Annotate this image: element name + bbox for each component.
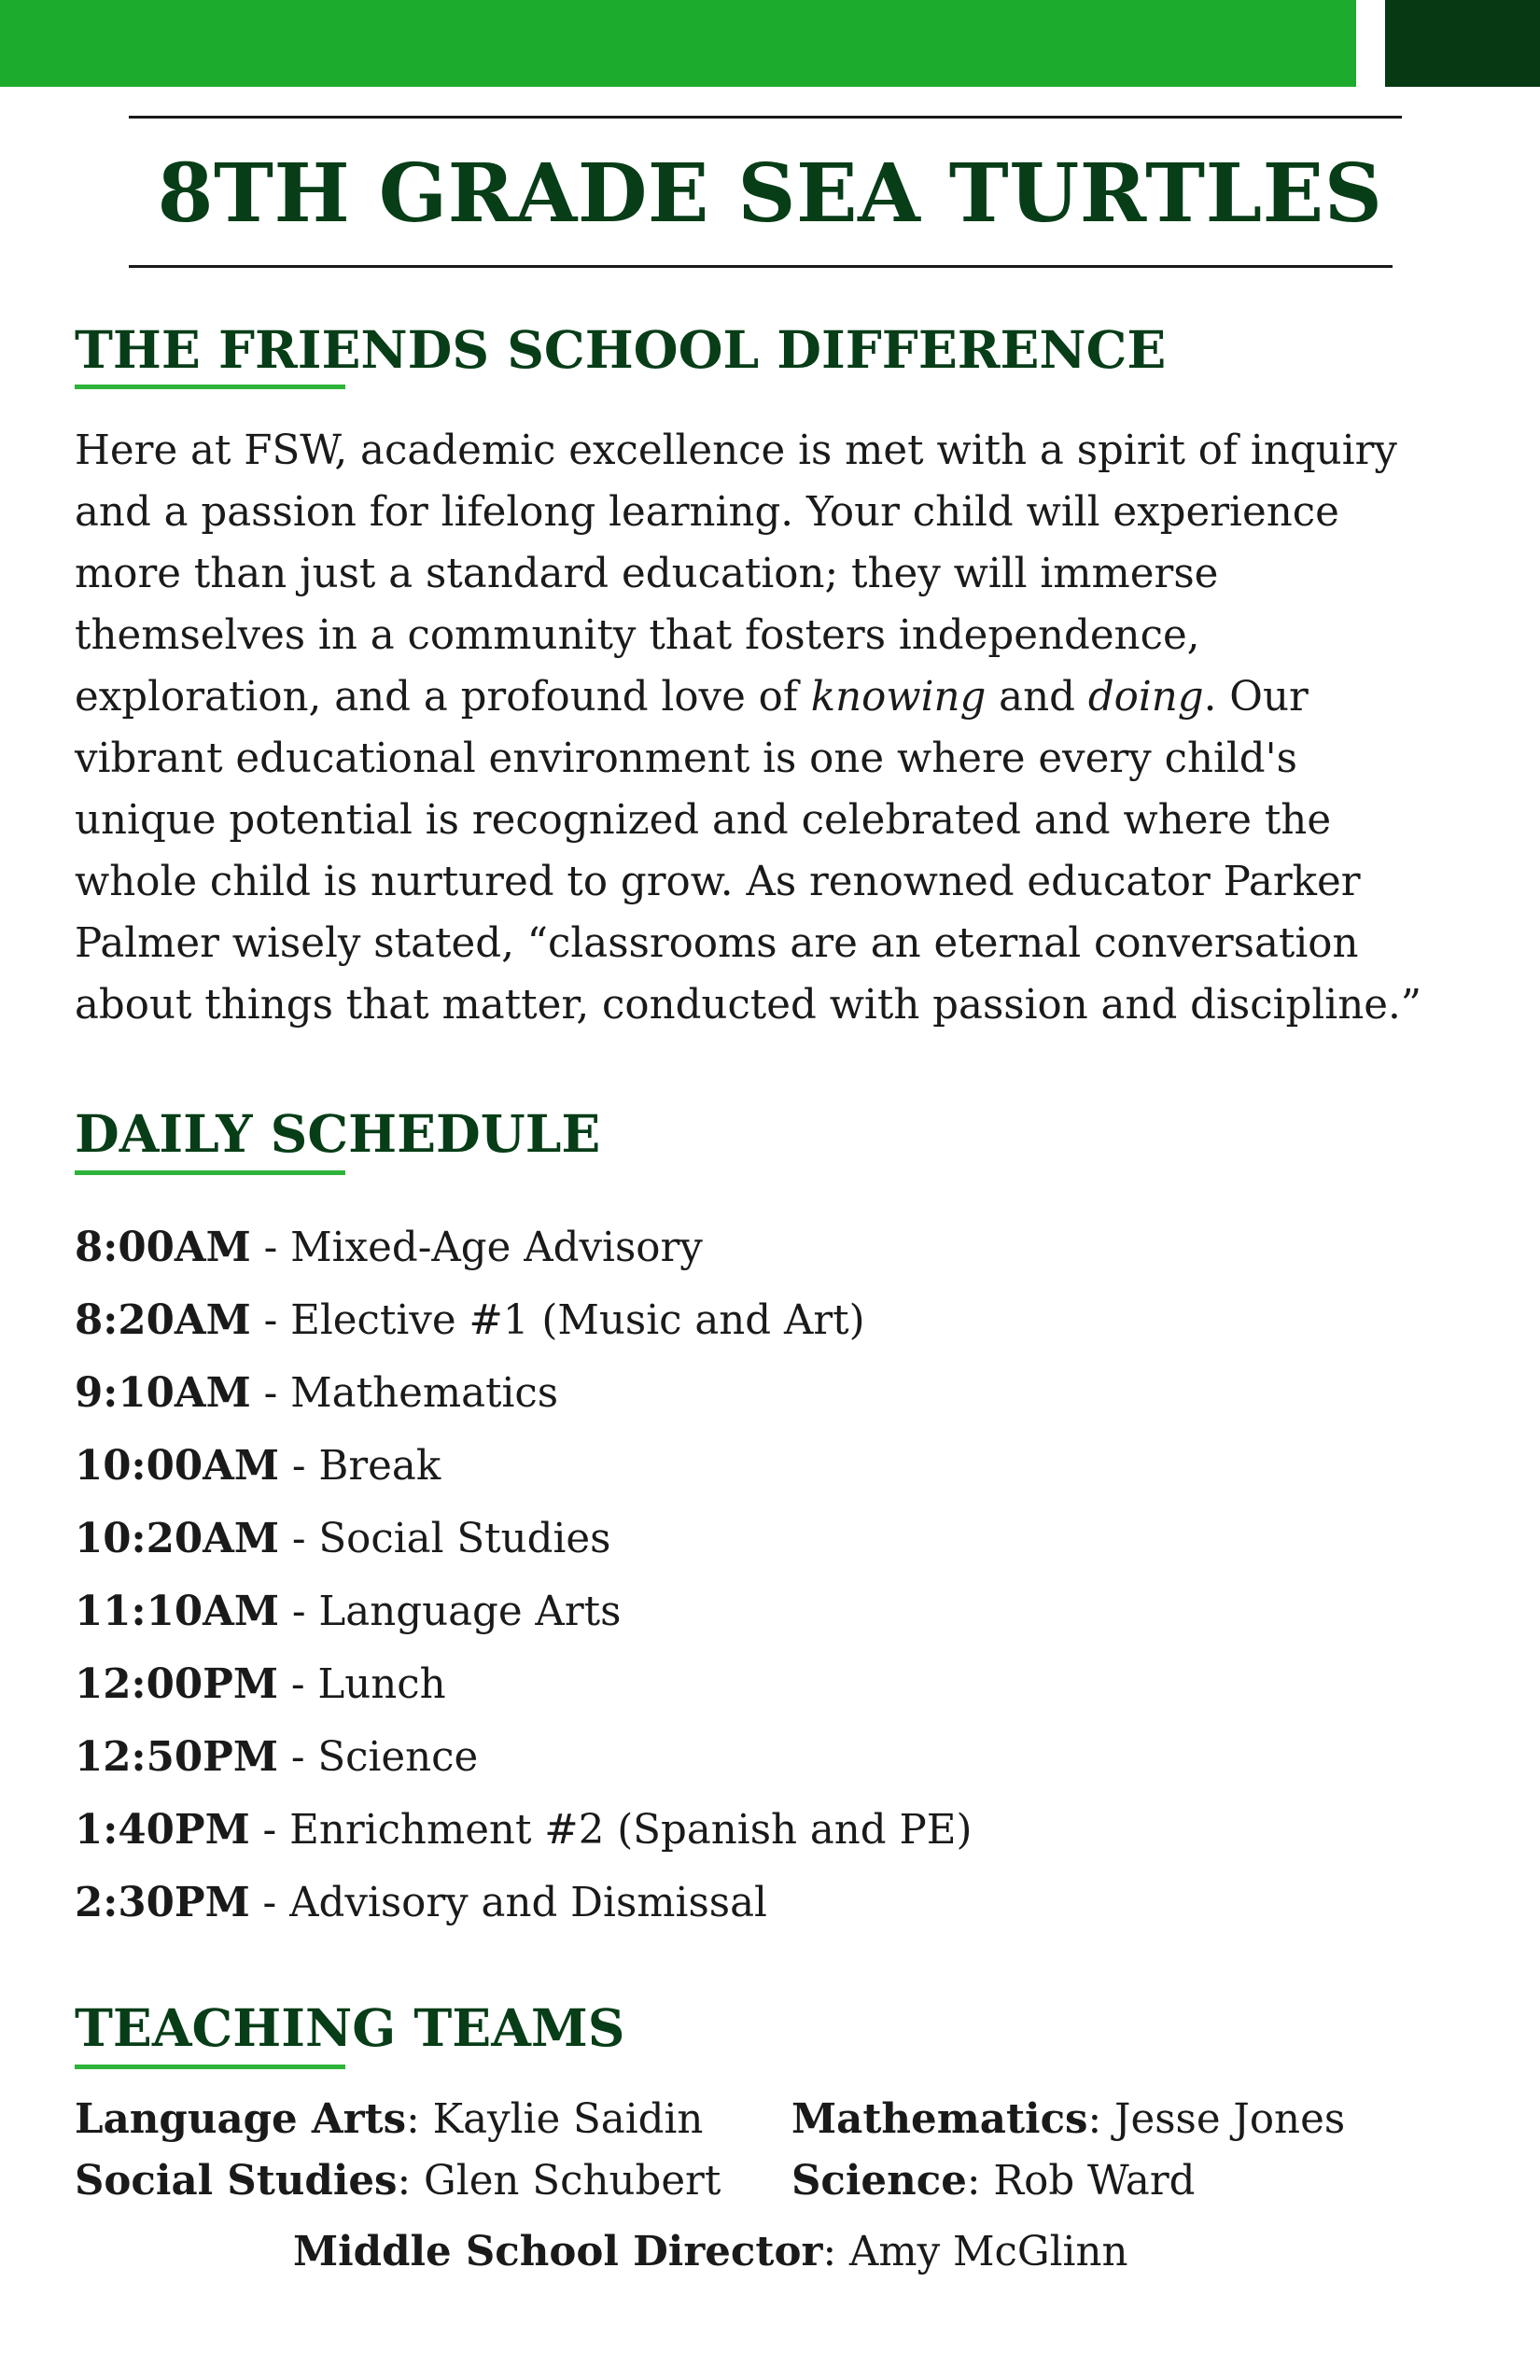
- team-science: [791, 2150, 1196, 2212]
- difference-paragraph: [75, 420, 1503, 1036]
- paragraph-line: Palmer wisely stated, “classrooms are an eternal conversation: [75, 920, 1359, 967]
- paragraph-line: whole child is nurtured to grow. As renowned educator Parker: [75, 859, 1361, 905]
- paragraph-line-part: . Our: [1203, 674, 1309, 721]
- paragraph-line-part: exploration, and a profound love of: [75, 674, 811, 721]
- schedule-activity: - Science: [278, 1734, 479, 1781]
- schedule-activity: - Mathematics: [250, 1370, 559, 1417]
- team-member: : Jesse Jones: [1087, 2096, 1346, 2143]
- schedule-time: 2:30PM: [75, 1879, 250, 1926]
- team-member: : Glen Schubert: [397, 2158, 721, 2205]
- schedule-item: [75, 1503, 972, 1575]
- schedule-activity: - Enrichment #2 (Spanish and PE): [249, 1807, 973, 1854]
- team-role: Social Studies: [75, 2157, 398, 2205]
- paragraph-line: about things that matter, conducted with passion and discipline.”: [75, 982, 1422, 1029]
- teams-heading: TEACHING TEAMS: [75, 1997, 625, 2058]
- paragraph-line: Here at FSW, academic excellence is met with a spirit of inquiry: [75, 427, 1397, 474]
- schedule-time: 12:00PM: [75, 1660, 278, 1708]
- team-role: Mathematics: [791, 2095, 1088, 2143]
- teams-heading-underline: [75, 2065, 345, 2069]
- schedule-time: 12:50PM: [75, 1733, 278, 1781]
- team-role: Middle School Director: [293, 2228, 823, 2275]
- title-top-rule: [129, 116, 1402, 119]
- schedule-item: [75, 1357, 972, 1430]
- team-mathematics: [791, 2089, 1345, 2150]
- team-role: Science: [791, 2157, 967, 2205]
- header-dark-block: [1385, 0, 1540, 87]
- team-social-studies: [75, 2150, 721, 2212]
- team-member: : Amy McGlinn: [822, 2229, 1128, 2275]
- emphasis-doing: doing: [1087, 674, 1204, 721]
- paragraph-line: themselves in a community that fosters independence,: [75, 612, 1200, 659]
- schedule-activity: - Advisory and Dismissal: [249, 1880, 767, 1926]
- paragraph-line: more than just a standard education; they will immerse: [75, 551, 1219, 597]
- schedule-time: 8:00AM: [75, 1224, 251, 1271]
- team-director: [293, 2221, 1128, 2283]
- emphasis-knowing: knowing: [810, 674, 987, 721]
- difference-heading-underline: [75, 385, 345, 389]
- schedule-item: [75, 1648, 972, 1721]
- paragraph-line-part: and: [986, 674, 1088, 721]
- paragraph-line: unique potential is recognized and celebrated and where the: [75, 797, 1332, 844]
- schedule-activity: - Elective #1 (Music and Art): [250, 1297, 865, 1344]
- schedule-item: [75, 1430, 972, 1503]
- schedule-time: 10:20AM: [75, 1515, 280, 1562]
- schedule-time: 11:10AM: [75, 1588, 280, 1635]
- schedule-item: [75, 1575, 972, 1648]
- schedule-time: 10:00AM: [75, 1442, 280, 1490]
- schedule-activity: - Mixed-Age Advisory: [250, 1225, 703, 1271]
- page-title: 8TH GRADE SEA TURTLES: [157, 147, 1383, 241]
- team-member: : Kaylie Saidin: [406, 2096, 704, 2143]
- team-language-arts: [75, 2089, 703, 2150]
- schedule-activity: - Social Studies: [279, 1516, 611, 1562]
- team-member: : Rob Ward: [966, 2158, 1196, 2205]
- schedule-time: 1:40PM: [75, 1806, 250, 1854]
- schedule-item: [75, 1284, 972, 1357]
- schedule-activity: - Lunch: [278, 1661, 446, 1708]
- schedule-time: 8:20AM: [75, 1296, 251, 1344]
- team-role: Language Arts: [75, 2095, 407, 2143]
- schedule-time: 9:10AM: [75, 1369, 251, 1417]
- schedule-item: [75, 1211, 972, 1284]
- schedule-heading-underline: [75, 1170, 345, 1175]
- schedule-list: [75, 1211, 972, 1939]
- paragraph-line: vibrant educational environment is one where every child's: [75, 735, 1297, 782]
- schedule-item: [75, 1794, 972, 1867]
- schedule-item: [75, 1867, 972, 1939]
- header-accent-bar: [0, 0, 1356, 87]
- difference-heading: THE FRIENDS SCHOOL DIFFERENCE: [75, 319, 1167, 380]
- schedule-item: [75, 1721, 972, 1794]
- paragraph-line: and a passion for lifelong learning. Your child will experience: [75, 489, 1339, 536]
- schedule-activity: - Language Arts: [279, 1589, 622, 1635]
- title-bottom-rule: [129, 265, 1393, 268]
- schedule-activity: - Break: [279, 1443, 441, 1490]
- schedule-heading: DAILY SCHEDULE: [75, 1103, 601, 1164]
